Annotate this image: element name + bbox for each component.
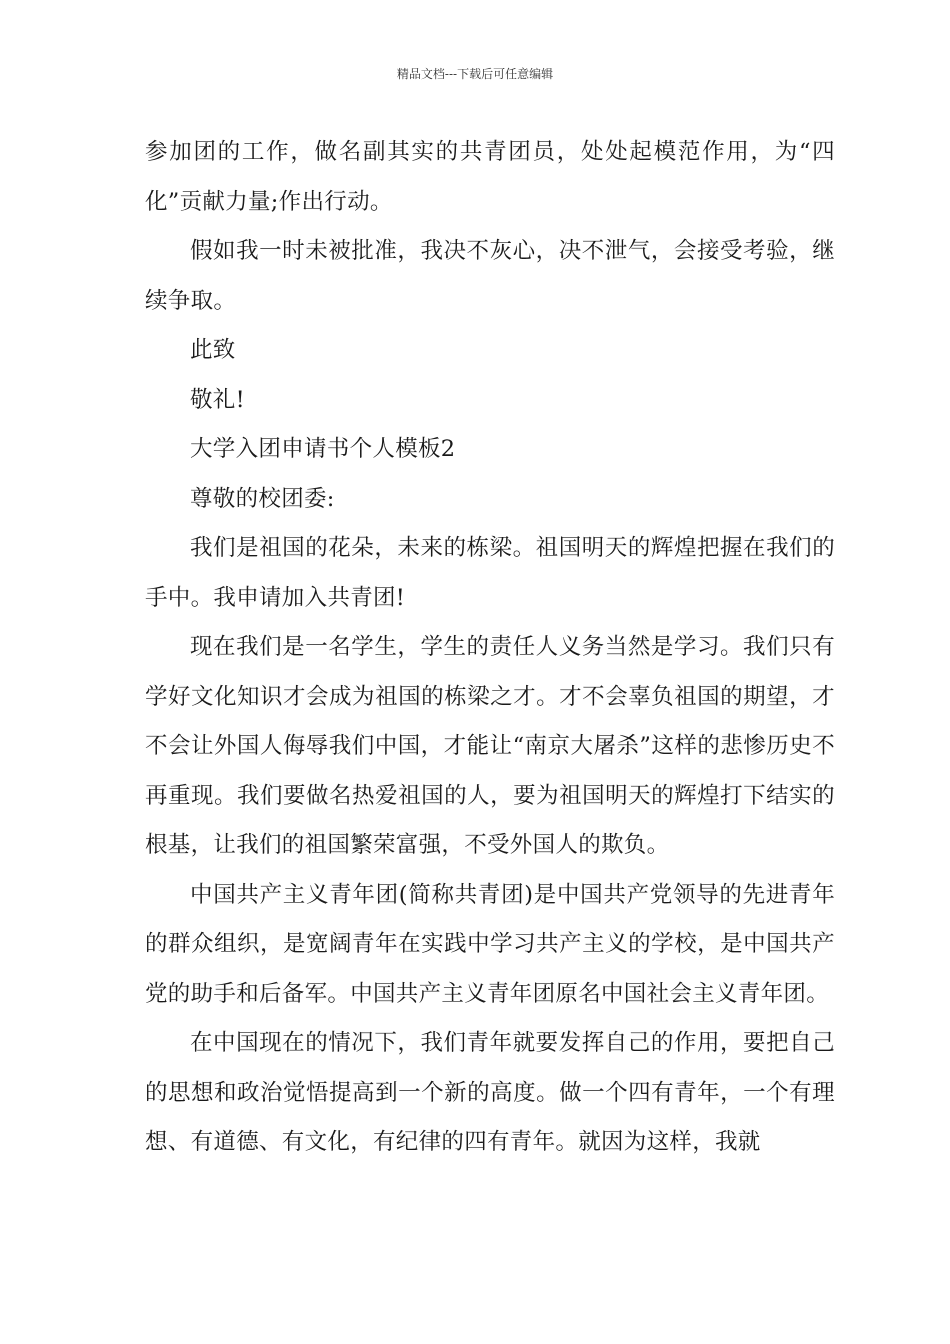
paragraph-youth-role: 在中国现在的情况下，我们青年就要发挥自己的作用，要把自己的思想和政治觉悟提高到一个新的高度。做一个四有青年，一个有理想、有道德、有文化，有纪律的四有青年。就因为这样，我就 [145, 1030, 835, 1155]
closing-line-1: 此致 [190, 337, 236, 363]
paragraph-league-definition: 中国共产主义青年团(简称共青团)是中国共产党领导的先进青年的群众组织，是宽阔青年在实践中学习共产主义的学校，是中国共产党的助手和后备军。中国共产主义青年团原名中国社会主义青年团。 [145, 881, 835, 1007]
closing-line-2: 敬礼! [190, 386, 245, 413]
document-body [145, 128, 835, 1168]
paragraph-pledge: 假如我一时未被批准，我决不灰心，决不泄气，会接受考验，继续争取。 [145, 238, 835, 314]
paragraph-continuation: 参加团的工作，做名副其实的共青团员，处处起模范作用，为“四化”贡献力量;作出行动。 [145, 139, 835, 215]
salutation: 尊敬的校团委: [190, 485, 335, 512]
page-header: 精品文档---下载后可任意编辑 [396, 67, 554, 81]
paragraph-intro: 我们是祖国的花朵，未来的栋梁。祖国明天的辉煌把握在我们的手中。我申请加入共青团! [145, 535, 835, 611]
section-title: 大学入团申请书个人模板2 [190, 436, 456, 462]
paragraph-student-duty: 现在我们是一名学生，学生的责任人义务当然是学习。我们只有学好文化知识才会成为祖国的栋梁之才。才不会辜负祖国的期望，才不会让外国人侮辱我们中国，才能让“南京大屠杀”这样的悲惨历史不再重现。我们要做名热爱祖国的人，要为祖国明天的辉煌打下结实的根基，让我们的祖国繁荣富强，不受外国人的欺负。 [145, 634, 835, 858]
